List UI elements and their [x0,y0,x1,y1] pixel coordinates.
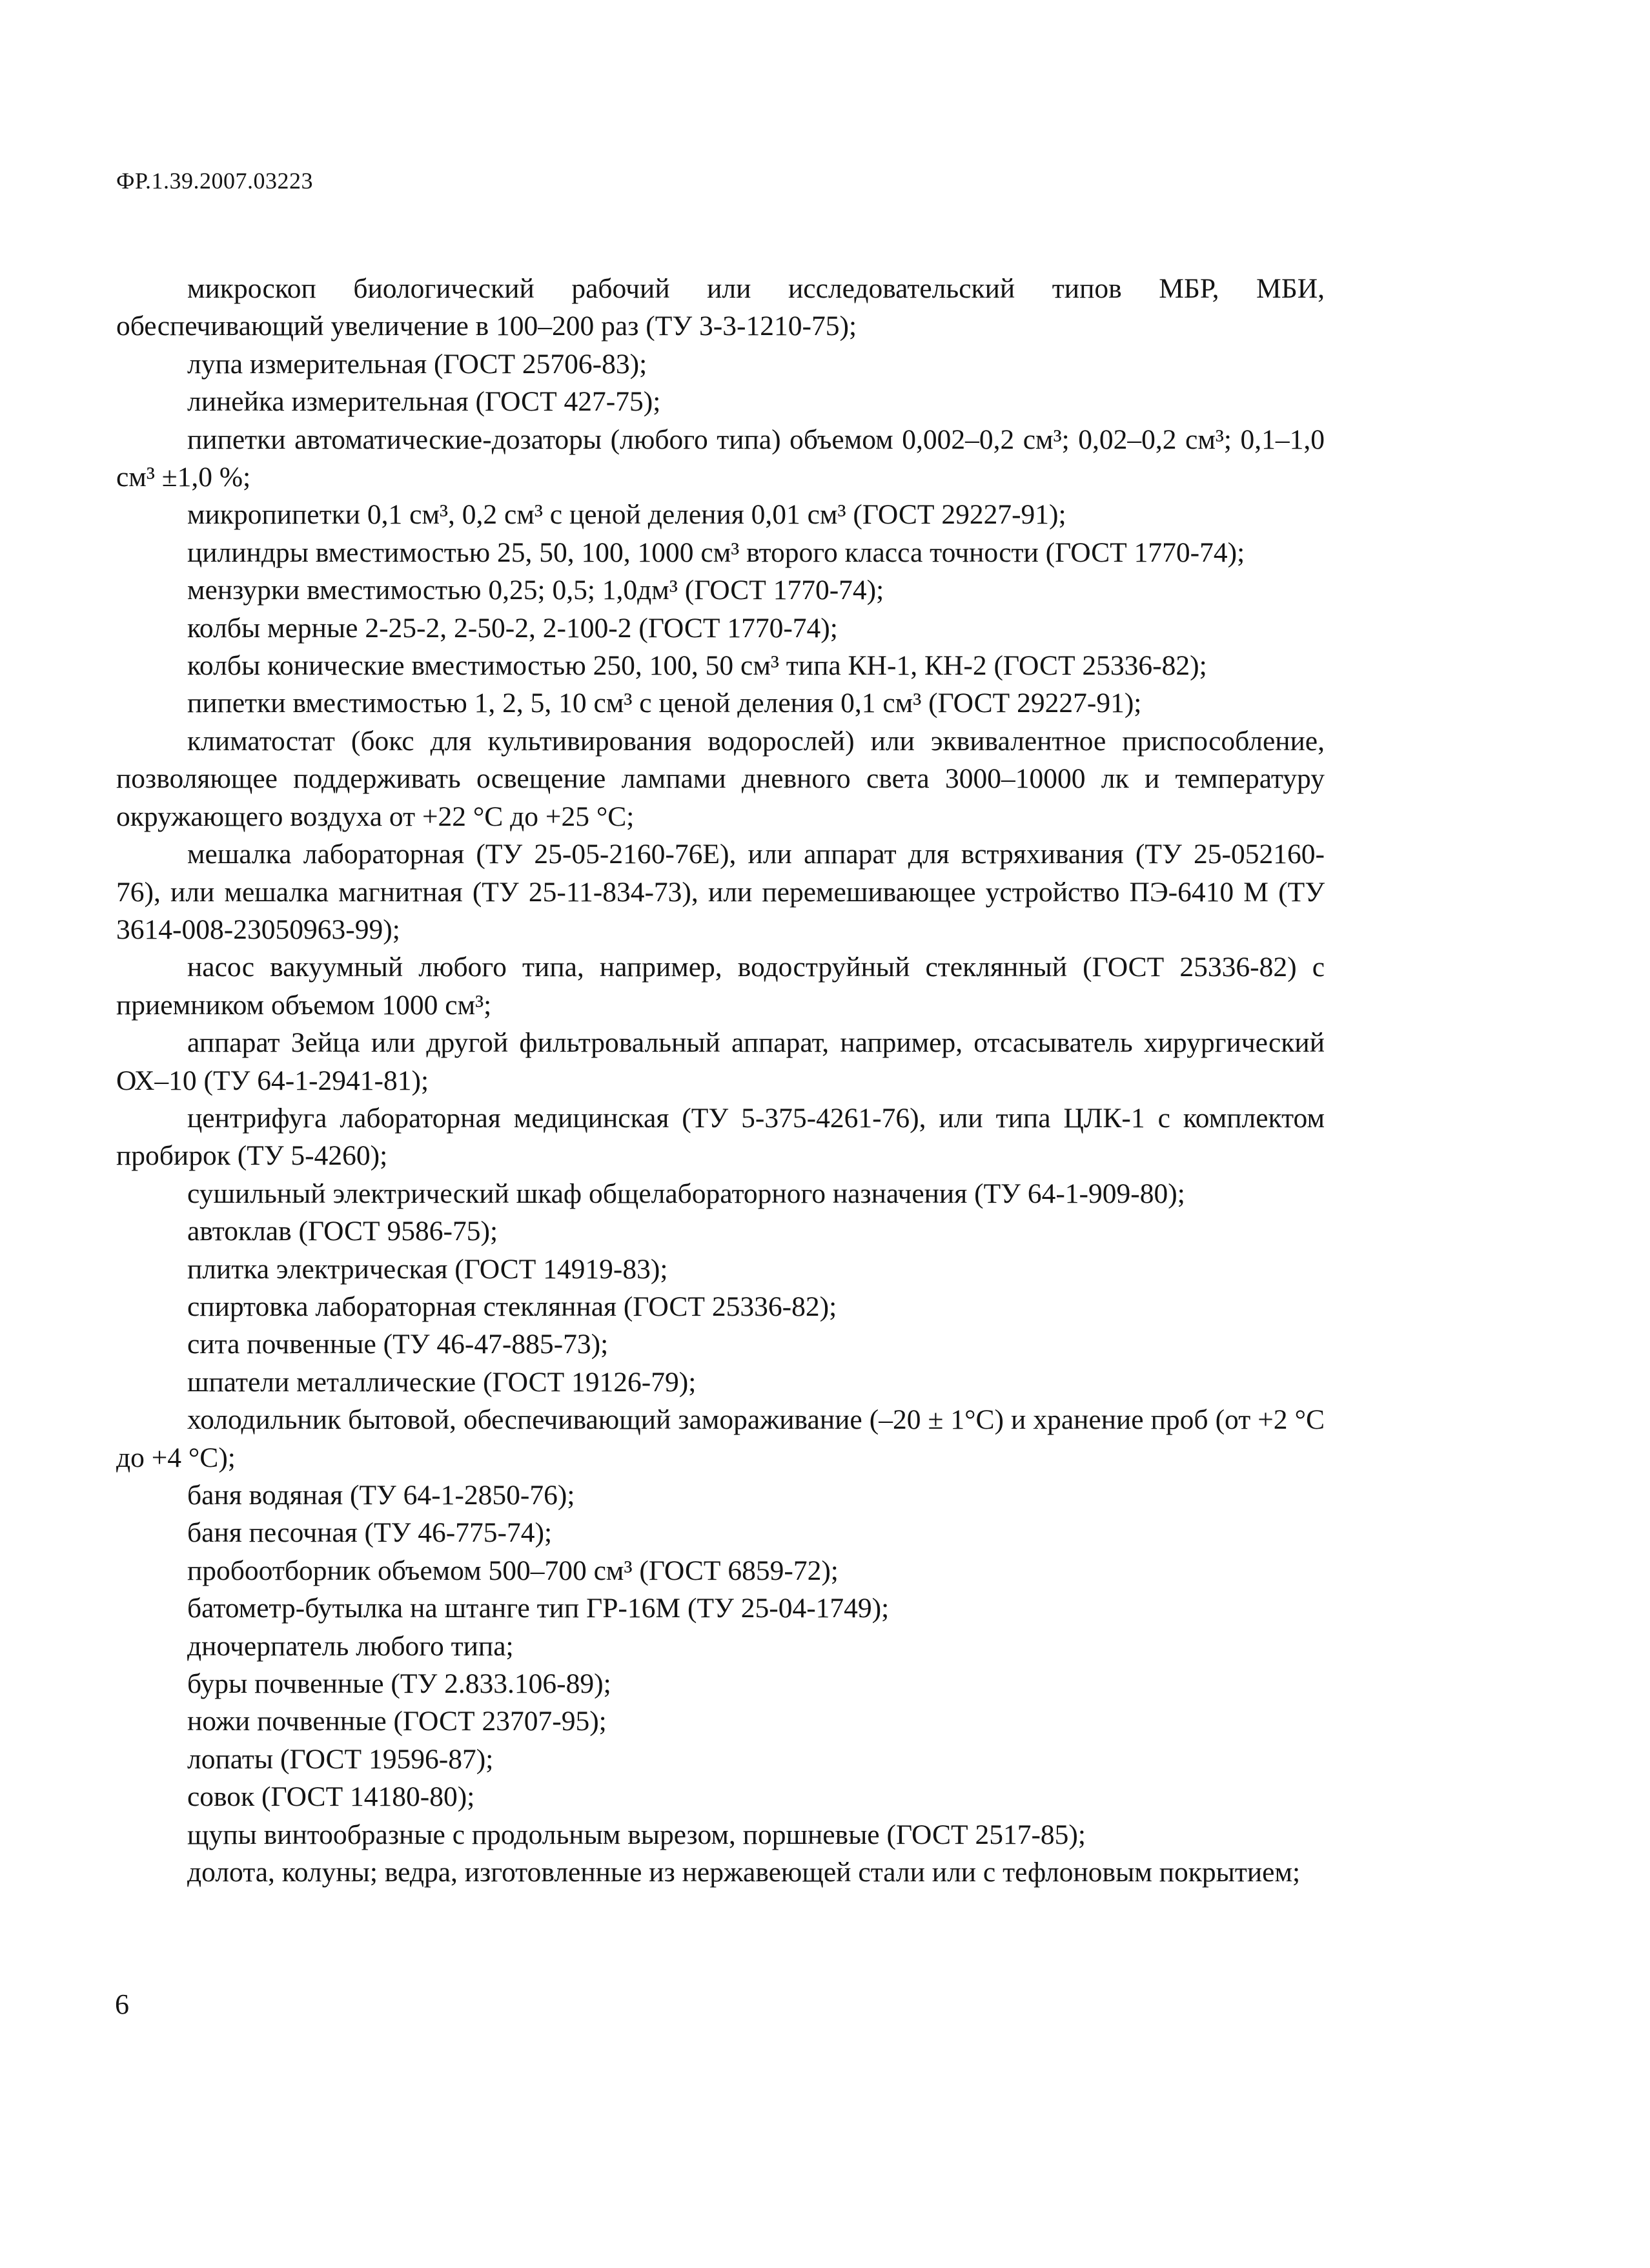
list-item: лупа измерительная (ГОСТ 25706-83); [187,348,647,380]
list-item: центрифуга лабораторная медицинская (ТУ 5-375-4261-76), или типа ЦЛК-1 с комплектом пробирок (ТУ 5-4260); [116,1102,1325,1172]
list-item: шпатели металлические (ГОСТ 19126-79); [187,1366,697,1398]
list-item: батометр-бутылка на штанге тип ГР-16М (ТУ 25-04-1749); [187,1593,890,1624]
list-item: колбы конические вместимостью 250, 100, 50 см³ типа КН-1, КН-2 (ГОСТ 25336-82); [187,650,1207,682]
list-item: сита почвенные (ТУ 46-47-885-73); [187,1329,609,1360]
list-item: ножи почвенные (ГОСТ 23707-95); [187,1706,607,1737]
list-item: долота, колуны; ведра, изготовленные из нержавеющей стали или с тефлоновым покрытием; [187,1857,1301,1888]
list-item: сушильный электрический шкаф общелабораторного назначения (ТУ 64-1-909-80); [187,1178,1185,1209]
document-code: ФР.1.39.2007.03223 [116,168,313,194]
list-item: линейка измерительная (ГОСТ 427-75); [187,386,661,418]
list-item: щупы винтообразные с продольным вырезом, поршневые (ГОСТ 2517-85); [187,1819,1086,1850]
list-item: плитка электрическая (ГОСТ 14919-83); [187,1253,668,1285]
list-item: аппарат Зейца или другой фильтровальный аппарат, например, отсасыватель хирургический ОХ–10 (ТУ 64-1-2941-81); [116,1027,1325,1096]
list-item: мензурки вместимостью 0,25; 0,5; 1,0дм³ (ГОСТ 1770-74); [187,575,884,606]
equipment-list [116,270,1325,1891]
list-item: совок (ГОСТ 14180-80); [187,1781,475,1813]
list-item: баня водяная (ТУ 64-1-2850-76); [187,1480,575,1511]
list-item: спиртовка лабораторная стеклянная (ГОСТ 25336-82); [187,1291,837,1322]
list-item: пробоотборник объемом 500–700 см³ (ГОСТ 6859-72); [187,1555,839,1586]
list-item: климатостат (бокс для культивирования водорослей) или эквивалентное приспособление, позволяющее поддерживать освещение лампами дневного света 3000–10000 лк и температуру окружающего воздуха от +22 °С до +25 °С; [116,725,1325,832]
list-item: пипетки вместимостью 1, 2, 5, 10 см³ с ценой деления 0,1 см³ (ГОСТ 29227-91); [187,688,1142,719]
list-item: лопаты (ГОСТ 19596-87); [187,1743,494,1775]
list-item: буры почвенные (ТУ 2.833.106-89); [187,1668,611,1700]
list-item: баня песочная (ТУ 46-775-74); [187,1517,553,1549]
list-item: насос вакуумный любого типа, например, водоструйный стеклянный (ГОСТ 25336-82) с приемником объемом 1000 см³; [116,952,1325,1021]
list-item: колбы мерные 2-25-2, 2-50-2, 2-100-2 (ГОСТ 1770-74); [187,612,838,644]
list-item: холодильник бытовой, обеспечивающий замораживание (–20 ± 1°С) и хранение проб (от +2 °С до +4 °С); [116,1404,1325,1473]
list-item: дночерпатель любого типа; [187,1630,514,1662]
list-item: микроскоп биологический рабочий или исследовательский типов МБР, МБИ, обеспечивающий увеличение в 100–200 раз (ТУ 3-3-1210-75); [116,273,1325,342]
list-item: микропипетки 0,1 см³, 0,2 см³ с ценой деления 0,01 см³ (ГОСТ 29227-91); [187,499,1066,531]
list-item: мешалка лабораторная (ТУ 25-05-2160-76Е), или аппарат для встряхивания (ТУ 25-052160-76), или мешалка магнитная (ТУ 25-11-834-73), или перемешивающее устройство ПЭ-6410 М (ТУ 3614-008-23050963-99); [116,839,1325,945]
list-item: цилиндры вместимостью 25, 50, 100, 1000 см³ второго класса точности (ГОСТ 1770-74); [187,536,1245,568]
list-item: автоклав (ГОСТ 9586-75); [187,1216,498,1247]
list-item: пипетки автоматические-дозаторы (любого типа) объемом 0,002–0,2 см³; 0,02–0,2 см³; 0,1–1,0 см³ ±1,0 %; [116,424,1325,493]
page-number: 6 [115,1988,129,2020]
